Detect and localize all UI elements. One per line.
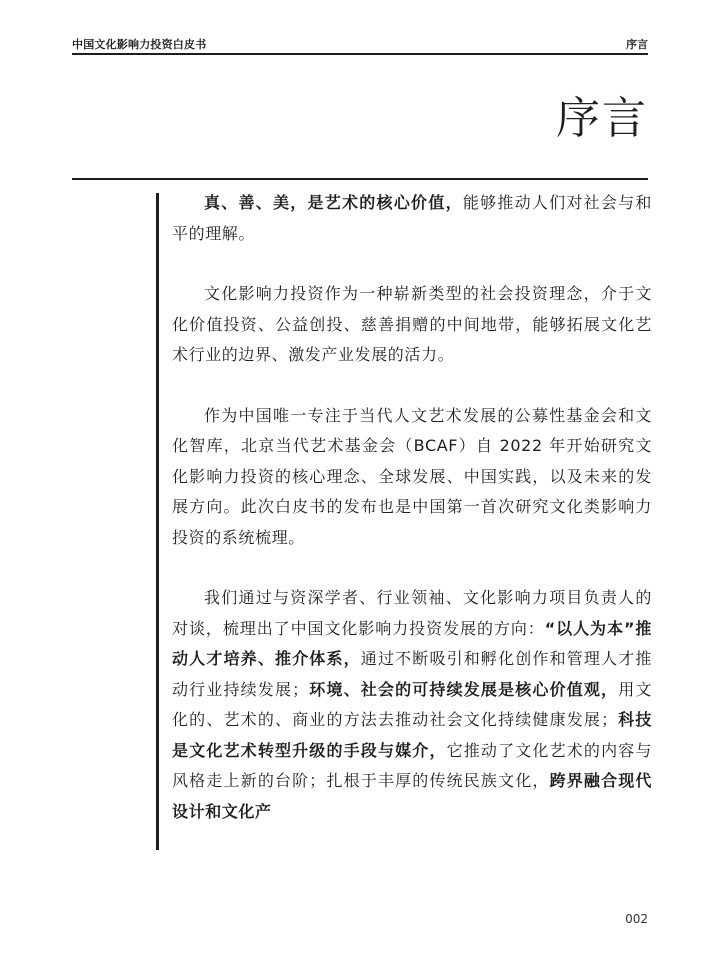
paragraph-1 (172, 188, 652, 249)
text-run: 我们通过与资深学者、行业领袖、文化影响力项目负责人的对谈，梳理出了中国文化影响力投资发展的方向： (172, 588, 652, 638)
running-header-section: 序言 (626, 38, 648, 51)
text-run: 用文化的、艺术的、商业的方法去推动社会文化持续健康发展； (172, 679, 652, 729)
text-run: 环境、社会的可持续发展是核心价值观， (308, 679, 619, 699)
text-run: 能够推动人们对社会与和平的理解。 (172, 193, 652, 243)
title-divider (72, 178, 648, 180)
running-header-title: 中国文化影响力投资白皮书 (72, 38, 207, 51)
page-number: 002 (625, 912, 648, 926)
text-run: 它推动了文化艺术的内容与风格走上新的台阶；扎根于丰厚的传统民族文化， (172, 740, 652, 790)
paragraph-4 (172, 583, 652, 827)
text-run: 科技是文化艺术转型升级的手段与媒介， (172, 710, 652, 760)
text-run: 真、善、美，是艺术的核心价值， (204, 193, 463, 212)
text-run: 作为中国唯一专注于当代人文艺术发展的公募性基金会和文化智库，北京当代艺术基金会（BCAF）自 2022 年开始研究文化影响力投资的核心理念、全球发展、中国实践，以及未来的发展方向。此次白皮书的发布也是中国第一首次研究文化类影响力投资的系统梳理。 (172, 405, 652, 547)
page-title: 序言 (556, 93, 648, 144)
text-run: 文化影响力投资作为一种崭新类型的社会投资理念，介于文化价值投资、公益创投、慈善捐赠的中间地带，能够拓展文化艺术行业的边界、激发产业发展的活力。 (172, 284, 652, 364)
text-run: 通过不断吸引和孵化创作和管理人才推动行业持续发展； (172, 649, 652, 699)
text-run: 跨界融合现代设计和文化产 (172, 771, 652, 821)
header-divider (72, 53, 648, 55)
text-run: “以人为本”推动人才培养、推介体系， (172, 618, 652, 668)
paragraph-2 (172, 279, 652, 371)
preface-body (172, 188, 652, 827)
paragraph-3 (172, 401, 652, 554)
margin-accent-bar (156, 193, 159, 850)
